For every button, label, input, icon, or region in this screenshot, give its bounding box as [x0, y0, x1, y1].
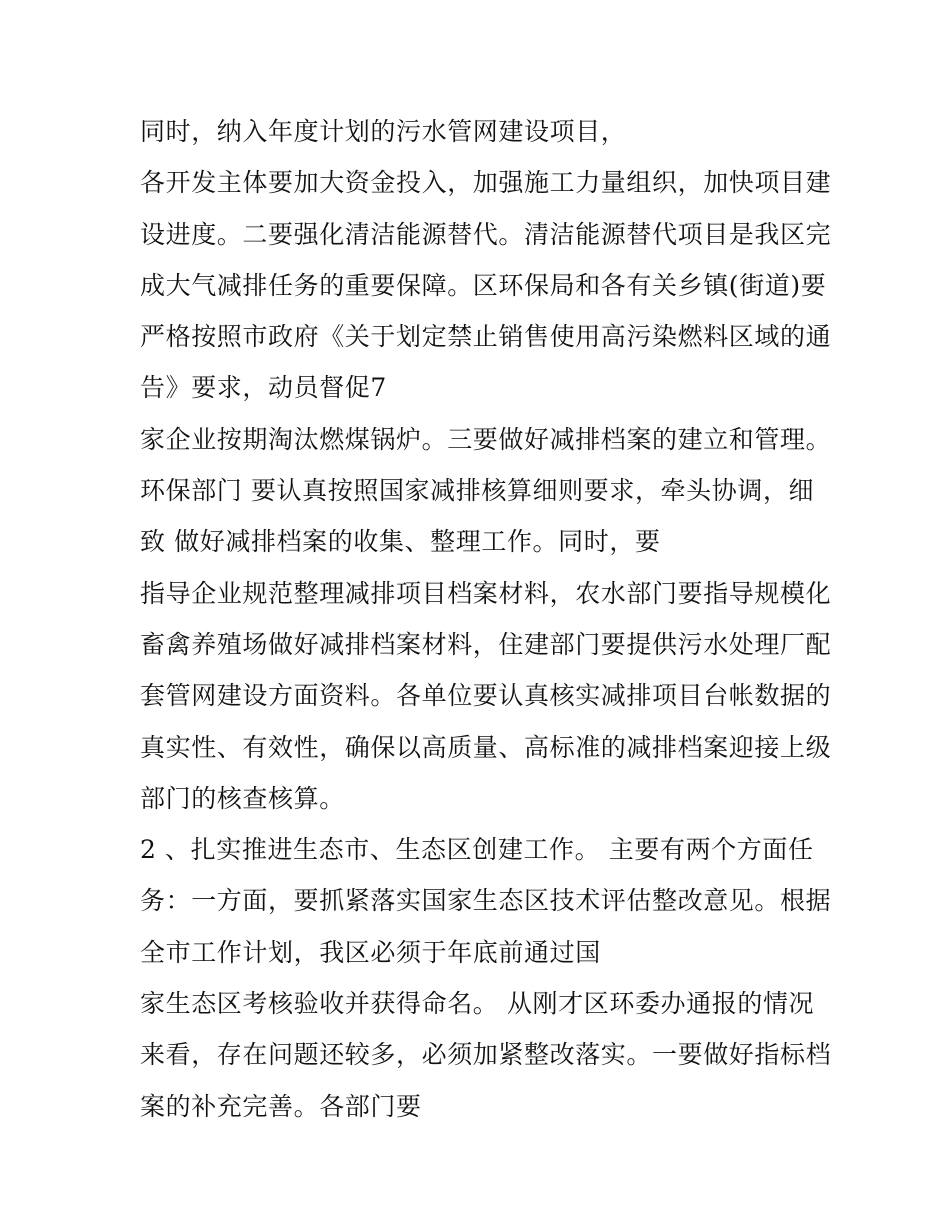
text-line: 成大气减排任务的重要保障。区环保局和各有关乡镇(街道)要 [140, 270, 827, 300]
text-line: 来看，存在问题还较多，必须加紧整改落实。一要做好指标档 [140, 1040, 832, 1070]
text-line: 严格按照市政府《关于划定禁止销售使用高污染燃料区域的通 [140, 322, 832, 352]
text-line: 案的补充完善。各部门要 [140, 1091, 422, 1121]
text-line: 设进度。二要强化清洁能源替代。清洁能源替代项目是我区完 [140, 219, 832, 249]
text-line: 务：一方面，要抓紧落实国家生态区技术评估整改意见。根据 [140, 886, 832, 916]
text-line: 套管网建设方面资料。各单位要认真核实减排项目台帐数据的 [140, 681, 832, 711]
body-text [140, 106, 830, 1132]
text-line: 全市工作计划，我区必须于年底前通过国 [140, 937, 601, 967]
text-line: 畜禽养殖场做好减排档案材料，住建部门要提供污水处理厂配 [140, 629, 832, 659]
text-line: 家企业按期淘汰燃煤锅炉。三要做好减排档案的建立和管理。 [140, 424, 832, 454]
text-line: 2 、扎实推进生态市、生态区创建工作。 主要有两个方面任 [140, 835, 814, 865]
text-line: 各开发主体要加大资金投入，加强施工力量组织，加快项目建 [140, 168, 832, 198]
text-line: 部门的核查核算。 [140, 783, 345, 813]
text-line: 环保部门 要认真按照国家减排核算细则要求，牵头协调，细 [140, 476, 815, 506]
text-line: 同时，纳入年度计划的污水管网建设项目， [140, 117, 627, 146]
text-line: 真实性、有效性，确保以高质量、高标准的减排档案迎接上级 [140, 732, 832, 762]
text-line: 指导企业规范整理减排项目档案材料，农水部门要指导规模化 [140, 578, 832, 608]
text-line: 家生态区考核验收并获得命名。 从刚才区环委办通报的情况 [140, 989, 815, 1019]
text-line: 致 做好减排档案的收集、整理工作。同时，要 [140, 527, 661, 557]
text-line: 告》要求，动员督促7 [140, 373, 387, 403]
